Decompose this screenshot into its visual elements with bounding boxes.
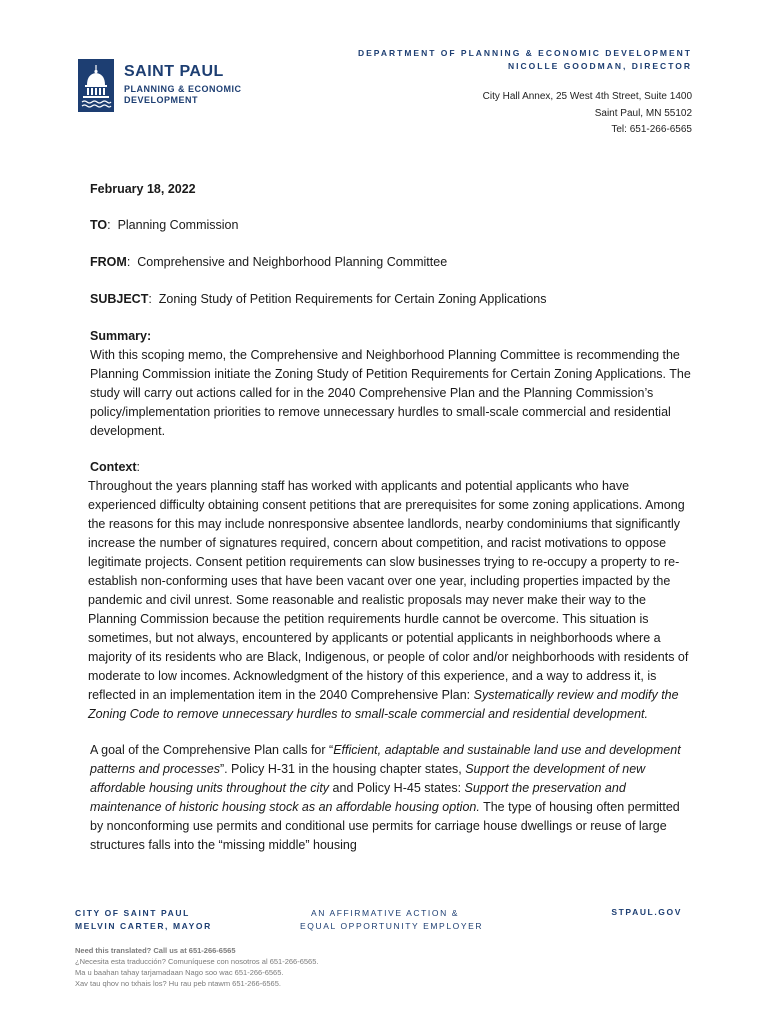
- goal-paragraph: [90, 741, 695, 855]
- goal-italic-1: Efficient, adaptable and sustainable land use and development patterns and processes: [90, 743, 681, 776]
- city-logo: [78, 59, 114, 112]
- to-value: Planning Commission: [117, 218, 239, 232]
- logo-subtitle: PLANNING & ECONOMIC DEVELOPMENT: [124, 84, 242, 105]
- department-header: [358, 47, 692, 73]
- footer-eoe: [300, 907, 484, 933]
- translation-notice: [75, 945, 318, 989]
- phone-number: Tel: 651-266-6565: [611, 124, 692, 135]
- capitol-dome-icon: [78, 59, 114, 112]
- address-line-2: Saint Paul, MN 55102: [594, 107, 692, 119]
- footer-city-name: CITY OF SAINT PAUL: [75, 908, 190, 918]
- translation-line-english: Need this translated? Call us at 651-266-6565: [75, 946, 236, 955]
- goal-intro: A goal of the Comprehensive Plan calls for “: [90, 743, 334, 757]
- translation-line-spanish: ¿Necesita esta traducción? Comuníquese con nosotros al 651-266-6565.: [75, 957, 319, 966]
- department-name: DEPARTMENT OF PLANNING & ECONOMIC DEVELOPMENT: [358, 48, 692, 58]
- subject-label: SUBJECT: [90, 292, 149, 306]
- goal-mid-1: ”. Policy H-31 in the housing chapter states,: [219, 762, 466, 776]
- footer-website-link[interactable]: STPAUL.GOV: [611, 907, 682, 917]
- translation-line-hmong: Xav tau qhov no txhais los? Hu rau peb ntawm 651-266-6565.: [75, 979, 281, 988]
- goal-mid-2: and Policy H-45 states:: [329, 781, 465, 795]
- goal-italic-3: Support the preservation and maintenance of historic housing stock as an affordable housing option.: [90, 781, 626, 814]
- footer-city: [75, 907, 212, 933]
- context-heading: Context:: [90, 460, 141, 474]
- context-italic: Systematically review and modify the Zoning Code to remove unnecessary hurdles to small-scale commercial and residential development.: [88, 688, 679, 721]
- summary-paragraph: With this scoping memo, the Comprehensive and Neighborhood Planning Committee is recommending the Planning Commission initiate the Zoning Study of Petition Requirements for Certain Zoning Applications. The study will carry out actions called for in the 2040 Comprehensive Plan and the Planning Commission’s policy/implementation priorities to remove unnecessary hurdles to small-scale commercial and residential development.: [90, 348, 691, 438]
- context-text: Throughout the years planning staff has worked with applicants and potential applicants who have experienced difficulty obtaining consent petitions that are prerequisites for some zoning applications. Among the reasons for this may include nonresponsive absentee landlords, nearby condominiums that significantly increase the number of signatures required, concern about competition, and racist motivations to oppose legitimate projects. Consent petition requirements can slow businesses trying to re-occupy a property to re-establish non-conforming uses that have been vacant over one year, including properties impacted by the pandemic and civil unrest. Some reasonable and realistic proposals may never make their way to the Planning Commission because the petition requirements hurdle cannot be overcome. This situation is sometimes, but not always, encountered by applicants or potential applicants in neighborhoods where a majority of its residents who are Black, Indigenous, or people of color and/or neighborhoods with residents of moderate to low incomes. Acknowledgment of the history of this experience, and a way to address it, is reflected in an implementation item in the 2040 Comprehensive Plan:: [88, 479, 689, 702]
- address-block: [483, 89, 692, 139]
- goal-italic-2: Support the development of new affordable housing units throughout the city: [90, 762, 646, 795]
- goal-end: The type of housing often permitted by nonconforming use permits and conditional use permits for carriage house dwellings or reuse of large structures falls into the “missing middle” housing: [90, 800, 680, 852]
- from-label: FROM: [90, 255, 127, 269]
- footer-eoe-line-2: EQUAL OPPORTUNITY EMPLOYER: [300, 921, 484, 931]
- director-name: NICOLLE GOODMAN, DIRECTOR: [508, 61, 692, 71]
- address-line-1: City Hall Annex, 25 West 4th Street, Suite 1400: [482, 91, 692, 102]
- memo-from: FROM: Comprehensive and Neighborhood Planning Committee: [90, 255, 448, 269]
- memo-to: TO: Planning Commission: [90, 218, 239, 232]
- from-value: Comprehensive and Neighborhood Planning Committee: [137, 255, 448, 269]
- context-heading-text: Context: [90, 460, 137, 474]
- memo-body: [90, 180, 695, 872]
- footer-eoe-line-1: AN AFFIRMATIVE ACTION &: [310, 908, 460, 918]
- to-label: TO: [90, 218, 108, 232]
- context-paragraph: [88, 477, 695, 724]
- footer-mayor: MELVIN CARTER, MAYOR: [75, 921, 212, 931]
- memo-subject: SUBJECT: Zoning Study of Petition Requirements for Certain Zoning Applications: [90, 292, 547, 306]
- subject-value: Zoning Study of Petition Requirements for Certain Zoning Applications: [158, 292, 547, 306]
- summary-heading: Summary:: [90, 329, 152, 343]
- logo-title: SAINT PAUL: [124, 63, 224, 80]
- memo-date: February 18, 2022: [90, 182, 196, 196]
- translation-line-somali: Ma u baahan tahay tarjamadaan Nago soo wac 651-266-6565.: [75, 968, 284, 977]
